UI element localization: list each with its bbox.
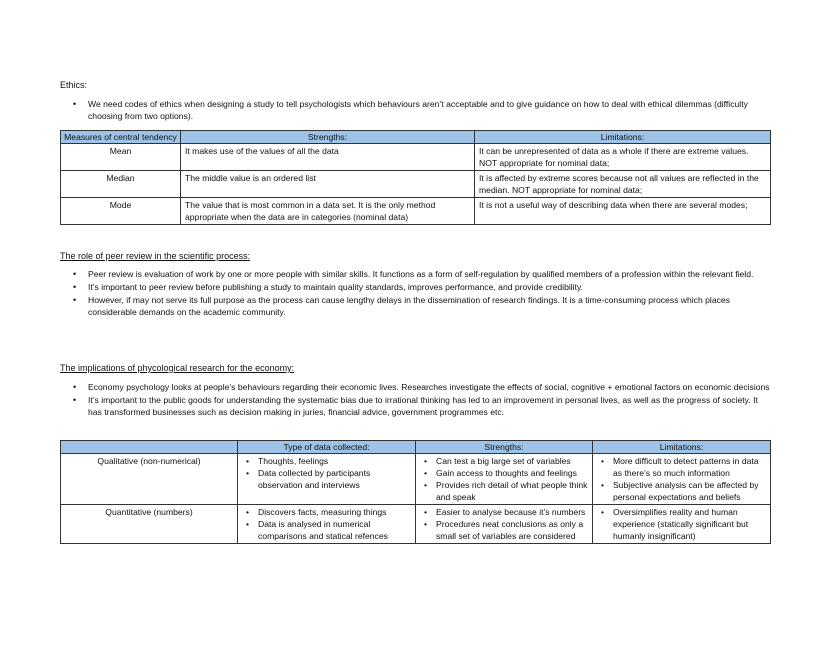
ethics-heading: Ethics: <box>60 80 88 90</box>
strengths-cell <box>416 505 593 544</box>
table-header-row <box>61 441 771 454</box>
peer-review-heading: The role of peer review in the scientific process: <box>60 251 251 261</box>
economy-bullet: • It’s important to the public goods for understanding the systematic bias due to irrational thinking has led to an improvement in personal lives, as well as the progress of society. It has transformed businesses such as decision making in juries, financial advice, government programmes etc. <box>60 394 772 418</box>
list-item: • Procedures neat conclusions as only a small set of variables are considered <box>420 518 588 542</box>
list-item: • Thoughts, feelings <box>242 455 411 467</box>
list-item: • Subjective analysis can be affected by personal expectations and beliefs <box>597 479 766 503</box>
table-row <box>61 171 771 198</box>
data-type-label: Quantitative (numbers) <box>61 505 238 544</box>
column-header: Type of data collected: <box>238 441 416 454</box>
peer-review-bullet: • However, if may not serve its full purpose as the process can cause lengthy delays in the dissemination of research findings. It is a time-consuming process which places considerable demands on the academic community. <box>60 294 772 318</box>
peer-review-bullet: • Peer review is evaluation of work by one or more people with similar skills. It functions as a form of self-regulation by qualified members of a profession within the relevant field. <box>60 268 772 280</box>
ethics-bullet: • We need codes of ethics when designing a study to tell psychologists which behaviours aren’t acceptable and to give guidance on how to deal with ethical dilemmas (difficulty choosing from two options). <box>60 98 772 122</box>
strength-cell: The middle value is an ordered list <box>181 171 475 198</box>
column-header: Limitations: <box>475 131 771 144</box>
table-row <box>61 144 771 171</box>
limitation-cell: It is not a useful way of describing data when there are several modes; <box>475 198 771 225</box>
table-header-row <box>61 131 771 144</box>
measure-cell: Median <box>61 171 181 198</box>
economy-bullet: • Economy psychology looks at people’s behaviours regarding their economic lives. Researches investigate the effects of social, cognitive + emotional factors on economic decisions <box>60 381 772 393</box>
measure-cell: Mean <box>61 144 181 171</box>
strengths-cell <box>416 454 593 505</box>
measure-cell: Mode <box>61 198 181 225</box>
limitations-cell <box>593 505 771 544</box>
limitations-cell <box>593 454 771 505</box>
column-header: Strengths: <box>416 441 593 454</box>
central-tendency-table <box>60 130 771 225</box>
limitation-cell: It is affected by extreme scores because not all values are reflected in the median. NOT appropriate for nominal data; <box>475 171 771 198</box>
list-item: • More difficult to detect patterns in data as there’s so much information <box>597 455 766 479</box>
list-item: • Provides rich detail of what people think and speak <box>420 479 588 503</box>
list-item: • Data is analysed in numerical comparisons and statical refences <box>242 518 411 542</box>
type-cell <box>238 505 416 544</box>
economy-heading: The implications of phycological research for the economy: <box>60 363 295 373</box>
peer-review-bullet: • It’s important to peer review before publishing a study to maintain quality standards, improves performance, and provide credibility. <box>60 281 772 293</box>
table-row <box>61 505 771 544</box>
peer-review-bullet-list <box>60 268 772 319</box>
economy-bullet-list <box>60 381 772 419</box>
list-item: • Oversimplifies reality and human experience (statically significant but humanly insignificant) <box>597 506 766 542</box>
column-header: Strengths: <box>181 131 475 144</box>
limitation-cell: It can be unrepresented of data as a whole if there are extreme values. NOT appropriate for nominal data; <box>475 144 771 171</box>
type-cell <box>238 454 416 505</box>
strength-cell: It makes use of the values of all the data <box>181 144 475 171</box>
list-item: • Can test a big large set of variables <box>420 455 588 467</box>
list-item: • Easier to analyse because it’s numbers <box>420 506 588 518</box>
table-row <box>61 198 771 225</box>
ethics-bullet-list <box>60 98 772 123</box>
data-type-label: Qualitative (non-numerical) <box>61 454 238 505</box>
list-item: • Discovers facts, measuring things <box>242 506 411 518</box>
research-methods-table <box>60 440 771 544</box>
table-row <box>61 454 771 505</box>
strength-cell: The value that is most common in a data set. It is the only method appropriate when the data are in categories (nominal data) <box>181 198 475 225</box>
list-item: • Data collected by participants observation and interviews <box>242 467 411 491</box>
column-header: Measures of central tendency <box>61 131 181 144</box>
column-header <box>61 441 238 454</box>
column-header: Limitations: <box>593 441 771 454</box>
list-item: • Gain access to thoughts and feelings <box>420 467 588 479</box>
